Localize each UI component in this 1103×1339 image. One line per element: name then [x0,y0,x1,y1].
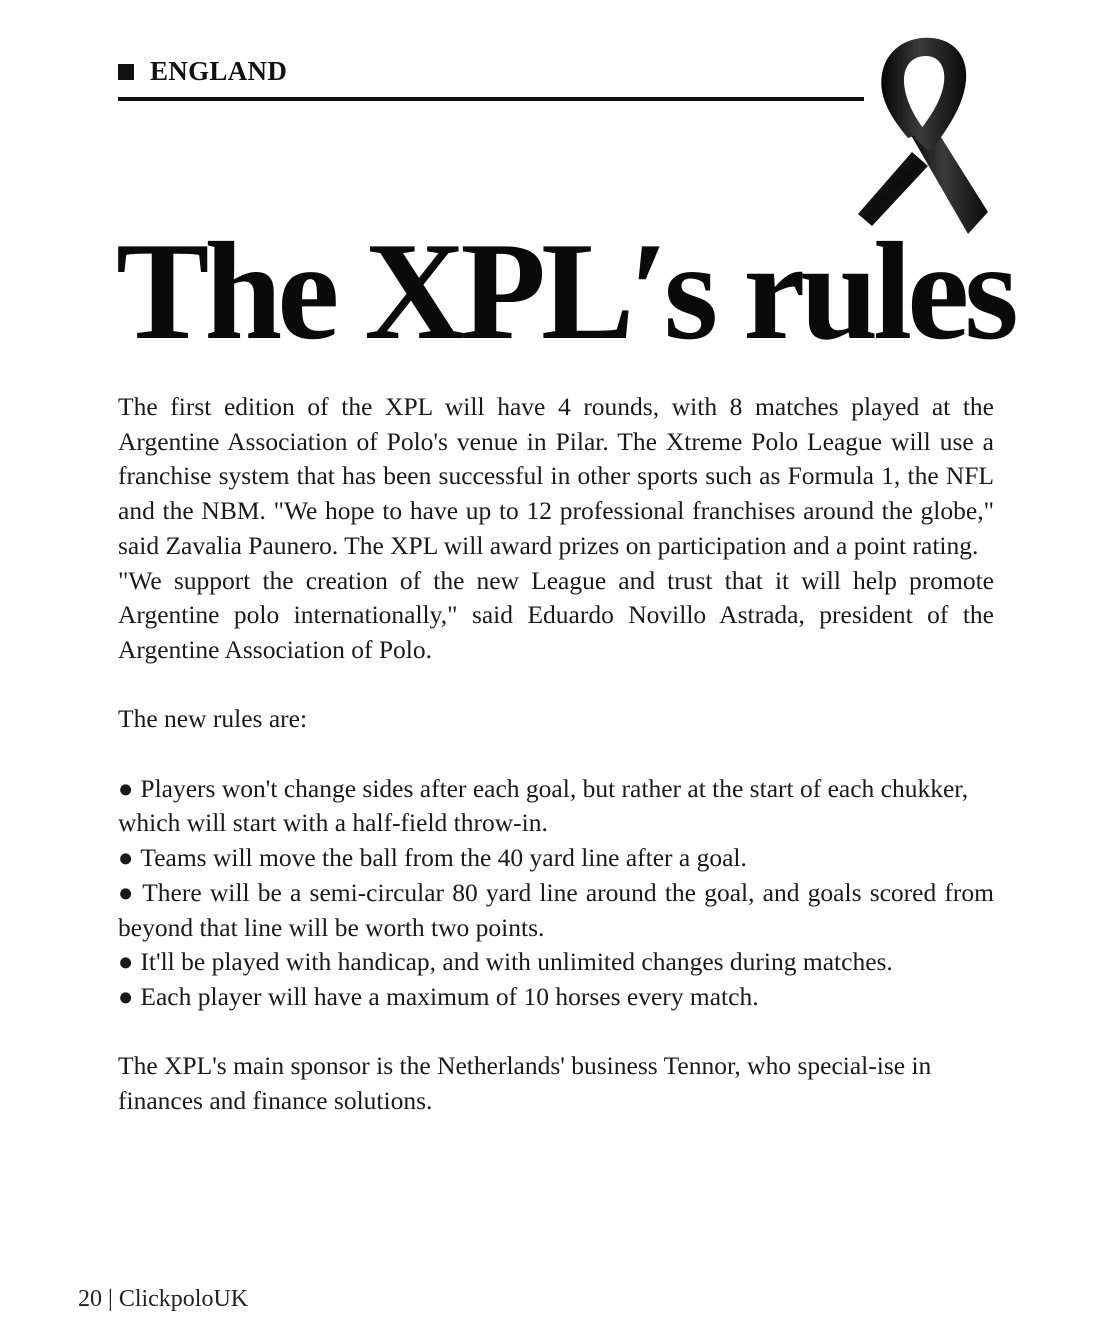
bullet-icon: ● [118,773,134,803]
article-title: The XPL′s rules [116,214,1014,369]
bullet-icon: ● [118,981,134,1011]
closing-paragraph: The XPL's main sponsor is the Netherlands' business Tennor, who special-ise in finances and finance solutions. [118,1051,932,1116]
spacer [118,668,994,703]
section-header [118,56,287,87]
rule-text: Teams will move the ball from the 40 yard line after a goal. [140,843,747,873]
article-paragraph: "We support the creation of the new League and trust that it will help promote Argentine polo internationally," said Eduardo Novillo Astrada, president of the Argentine Association of Polo. [118,565,994,664]
spacer [118,737,994,772]
section-label: ENGLAND [150,56,288,86]
article-paragraph: The first edition of the XPL will have 4 rounds, with 8 matches played at the Argentine Association of Polo's venue in Pilar. The Xtreme Polo League will use a franchise system that has been successful in other sports such as Formula 1, the NFL and the NBM. "We hope to have up to 12 professional franchises around the globe," said Zavalia Paunero. The XPL will award prizes on participation and a point rating. [118,392,994,560]
rule-text: Each player will have a maximum of 10 horses every match. [140,981,759,1011]
footer-separator: | [108,1286,113,1312]
rules-list [118,772,1010,1015]
bullet-icon: ● [118,843,134,873]
rule-text: Players won't change sides after each goal, but rather at the start of each chukker, which will start with a half-field throw-in. [118,773,969,838]
article-body [118,390,994,1119]
rules-intro: The new rules are: [118,704,308,734]
list-item [118,772,1010,841]
rule-text: There will be a semi-circular 80 yard line around the goal, and goals scored from beyond that line will be worth two points. [118,877,995,942]
header-rule [118,97,864,101]
black-ribbon-icon [850,34,1000,242]
list-item [118,876,994,945]
spacer [118,1015,994,1050]
list-item [118,945,1010,980]
bullet-icon: ● [118,947,134,977]
square-icon [118,64,134,80]
list-item [118,980,1010,1015]
bullet-icon: ● [118,877,136,907]
page-number: 20 [78,1286,102,1312]
rule-text: It'll be played with handicap, and with unlimited changes during matches. [140,947,893,977]
publication-name: ClickpoloUK [118,1286,249,1312]
list-item [118,841,1010,876]
page-footer [78,1286,248,1313]
